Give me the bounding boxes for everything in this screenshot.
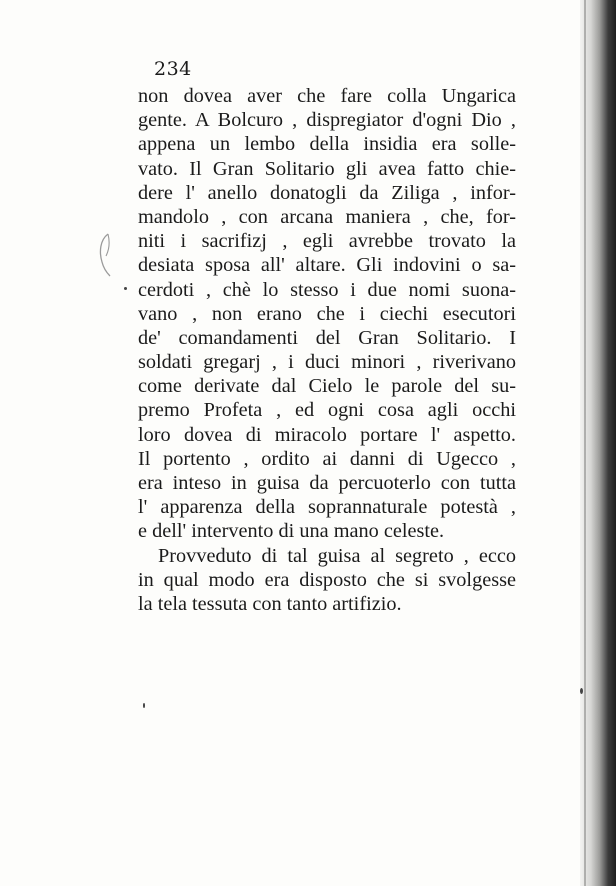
text-line: in qual modo era disposto che si svolgesse <box>138 568 516 591</box>
text-line: non dovea aver che fare colla Ungarica <box>138 85 516 107</box>
text-line: e dell' intervento di una mano celeste. <box>138 520 445 543</box>
paper-speck <box>580 688 583 694</box>
body-text <box>138 84 516 616</box>
text-line: soldati gregarj , i duci minori , riverivano <box>138 351 516 374</box>
text-line: niti i sacrifizj , egli avrebbe trovato la <box>138 230 516 253</box>
text-line: l' apparenza della soprannaturale potestà , <box>138 496 516 519</box>
text-line: Provveduto di tal guisa al segreto , ecco <box>158 544 516 567</box>
text-line: appena un lembo della insidia era solle- <box>138 133 516 156</box>
text-line: vato. Il Gran Solitario gli avea fatto chie- <box>138 157 516 180</box>
text-line: vano , non erano che i ciechi esecutori <box>138 302 516 325</box>
margin-pencil-mark <box>96 232 116 278</box>
paper-speck <box>143 703 145 708</box>
text-line: era inteso in guisa da percuoterlo con tutta <box>138 472 516 494</box>
text-line: desiata sposa all' altare. Gli indovini o sa- <box>138 254 516 277</box>
text-line: dere l' anello donatogli da Ziliga , infor- <box>138 181 516 204</box>
text-line: gente. A Bolcuro , dispregiator d'ogni Dio , <box>138 109 516 132</box>
page-number: 234 <box>154 58 192 80</box>
text-line: cerdoti , chè lo stesso i due nomi suona- <box>138 278 516 301</box>
text-line: premo Profeta , ed ogni cosa agli occhi <box>138 399 516 422</box>
binding-crease <box>584 0 586 886</box>
text-line: la tela tessuta con tanto artifizio. <box>138 592 402 615</box>
paper-speck <box>124 287 127 290</box>
text-line: mandolo , con arcana maniera , che, for- <box>138 205 516 228</box>
text-line: de' comandamenti del Gran Solitario. I <box>138 326 516 349</box>
text-line: loro dovea di miracolo portare l' aspetto. <box>138 423 516 446</box>
text-line: Il portento , ordito ai danni di Ugecco , <box>138 447 516 470</box>
text-line: come derivate dal Cielo le parole del su- <box>138 375 516 398</box>
